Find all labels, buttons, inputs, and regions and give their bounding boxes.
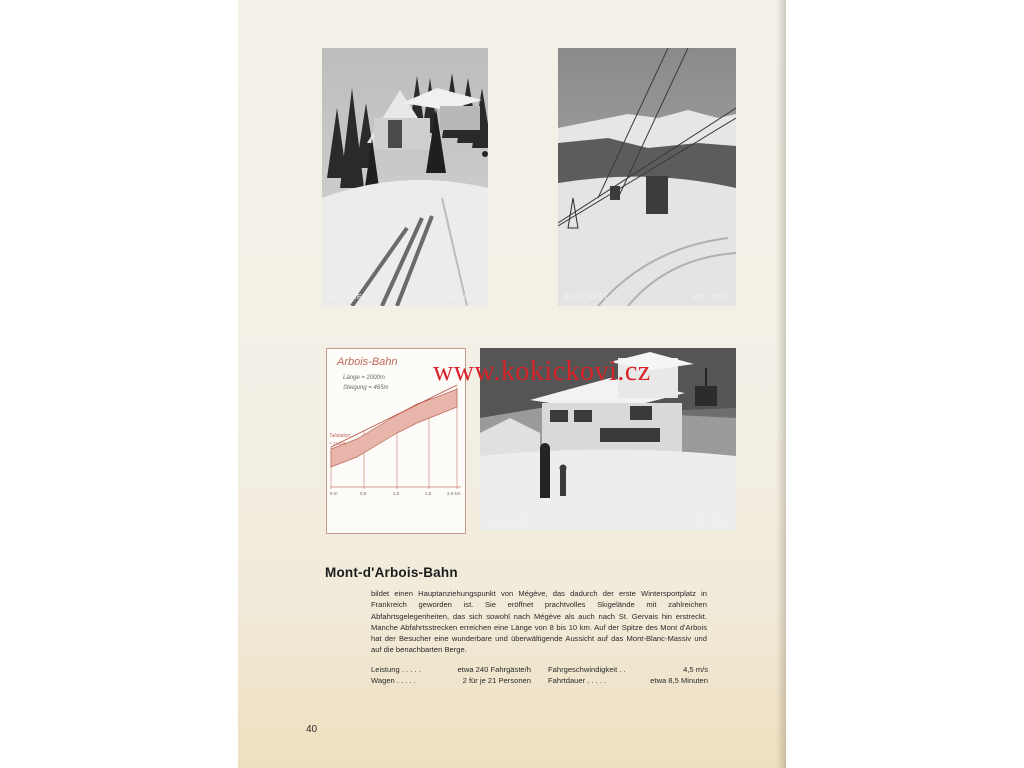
spec-value: 2 für je 21 Personen [462, 676, 531, 685]
photo-number: Wb 10252 [693, 294, 730, 301]
diagram-x-tick: 1,0 [393, 491, 400, 496]
spec-value: 4,5 m/s [683, 665, 708, 674]
page-edge-shadow [776, 0, 786, 768]
spec-row [548, 664, 708, 675]
spec-value: etwa 240 Fahrgäste/h [457, 665, 531, 674]
diagram-station: Talstation [329, 433, 351, 439]
photo-number: Wb 10265 [445, 294, 482, 301]
body-paragraph: bildet einen Hauptanziehungspunkt von Mégève, das dadurch der erste Wintersportplatz in Frankreich geworden ist. Sie eröffnet prachtvolles Skigelände mit zahlreichen Abfahrtsgelegenheiten, das sich sowohl nach Mégève als auch nach St. Gervais hin erstreckt. Manche Abfahrtsstrecken erreichen eine Länge von 8 bis 10 km. Auf der Spitze des Mont d'Arbois hat der Besucher eine wunderbare und überwältigende Aussicht auf das Mont-Blanc-Massiv und auf die benachbarten Berge. [371, 589, 707, 655]
diagram-x-tick: 0,5 [360, 491, 367, 496]
photo-number: Wb 10238 [693, 518, 730, 525]
specs-left [371, 664, 531, 686]
specs-right [548, 664, 708, 686]
diagram-length: Länge = 2000m [343, 375, 385, 381]
spec-row [548, 675, 708, 686]
photo-cable-car [558, 48, 736, 306]
photo-credit: BLEICHERT [486, 518, 531, 525]
photo-credit: BLEICHERT [328, 294, 373, 301]
diagram-rise: Steigung = 465m [343, 385, 389, 391]
spec-label: Wagen . . . . . [371, 676, 416, 685]
watermark-text: www.kokickovi.cz [433, 356, 651, 387]
diagram-x-tick: 2,0 km [447, 491, 461, 496]
photo-ski-chalet [322, 48, 488, 306]
page-number: 40 [306, 724, 318, 735]
photo-ski-chalet-image [322, 48, 488, 306]
spec-row [371, 675, 531, 686]
section-heading: Mont-d'Arbois-Bahn [325, 565, 458, 580]
spec-row [371, 664, 531, 675]
diagram-title: Arbois-Bahn [337, 356, 398, 368]
spec-label: Fahrtdauer . . . . . [548, 676, 607, 685]
spec-value: etwa 8,5 Minuten [650, 676, 708, 685]
diagram-station-elev: + 1140m [329, 441, 347, 446]
spec-label: Leistung . . . . . [371, 665, 421, 674]
diagram-x-tick: 0 m [330, 491, 338, 496]
photo-cable-car-image [558, 48, 736, 306]
diagram-x-tick: 1,5 [425, 491, 432, 496]
spec-label: Fahrgeschwindigkeit . . [548, 665, 626, 674]
photo-credit: BLEICHERT [564, 294, 609, 301]
